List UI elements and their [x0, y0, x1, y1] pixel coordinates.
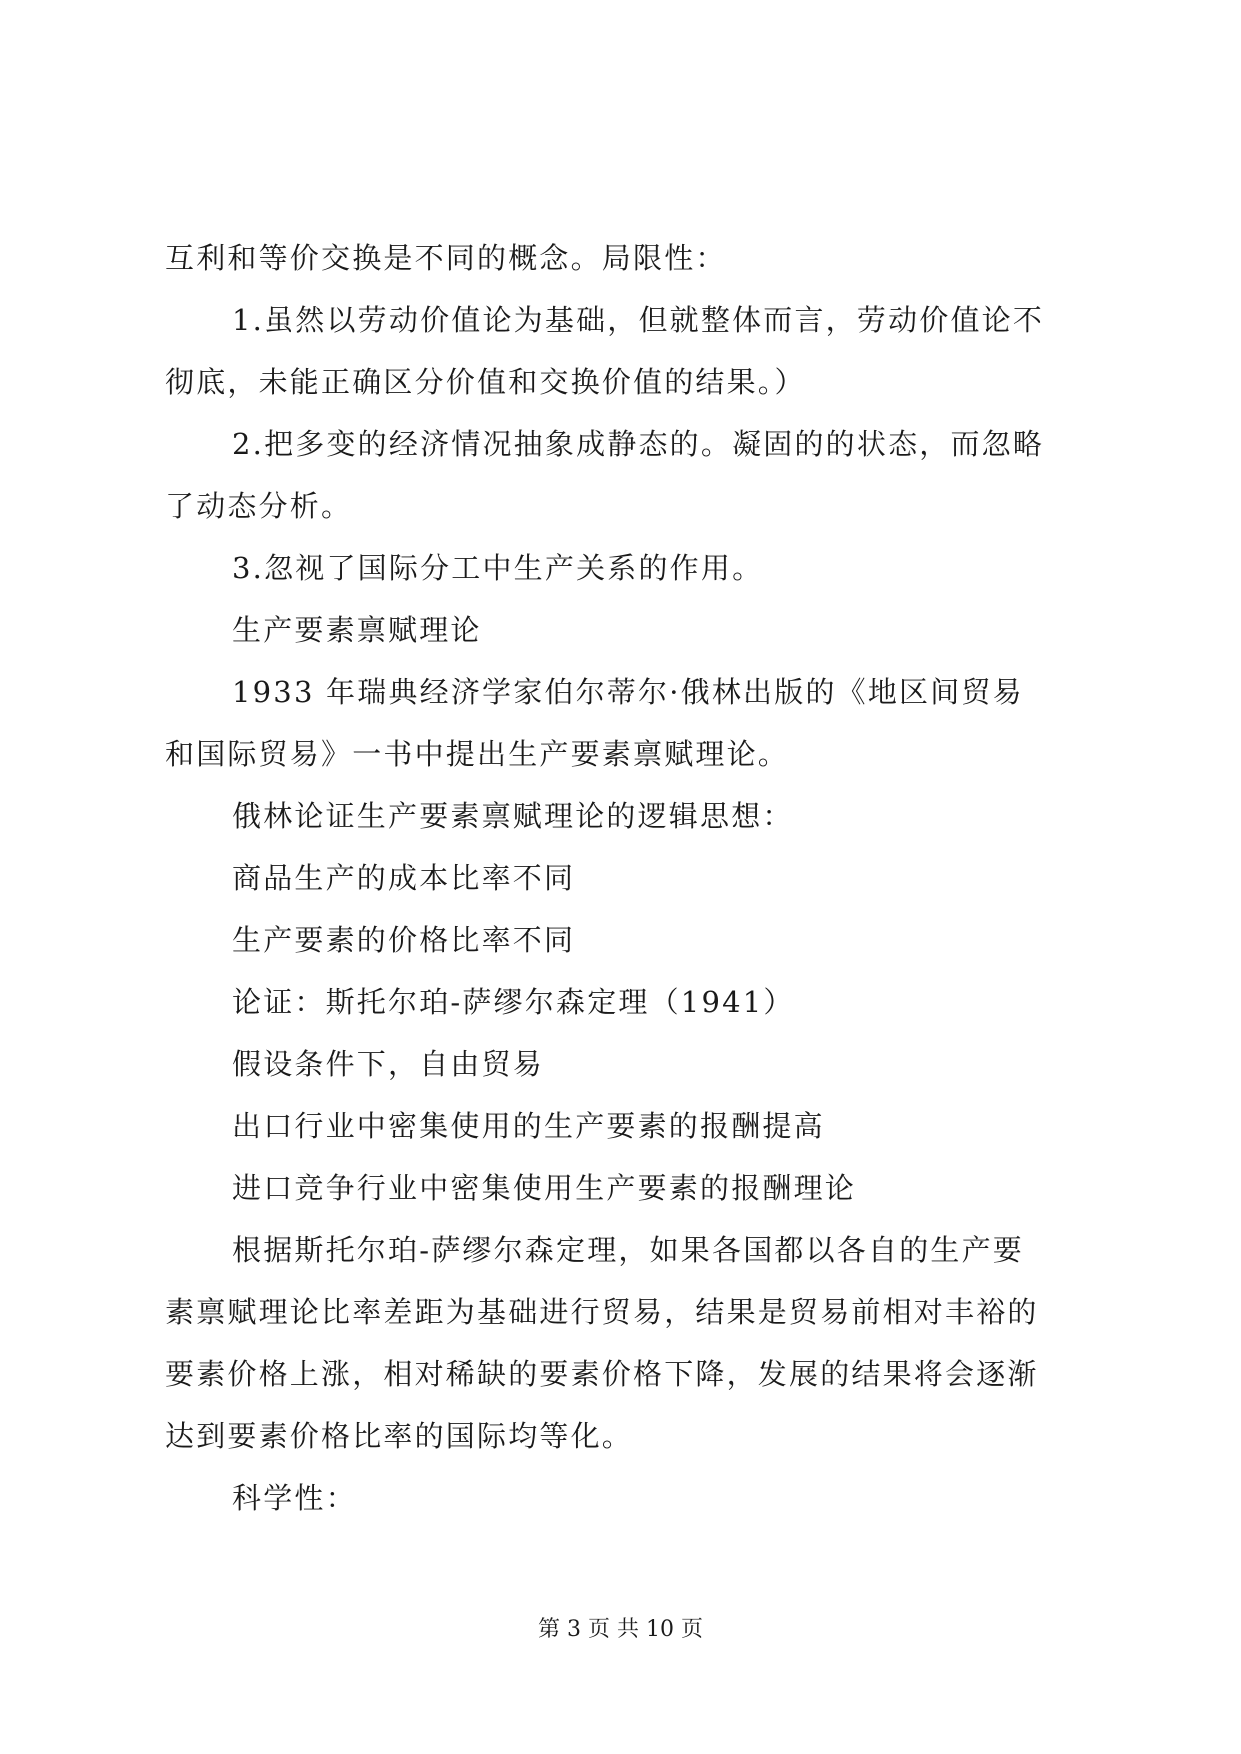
body-line: 论证：斯托尔珀-萨缪尔森定理（1941）	[232, 985, 795, 1019]
body-line: 互利和等价交换是不同的概念。局限性：	[165, 241, 727, 275]
body-line: 科学性：	[232, 1481, 357, 1515]
body-line: 了动态分析。	[165, 489, 353, 523]
body-line: 2.把多变的经济情况抽象成静态的。凝固的的状态，而忽略	[232, 427, 1045, 461]
body-line: 俄林论证生产要素禀赋理论的逻辑思想：	[232, 799, 794, 833]
body-line: 彻底，未能正确区分价值和交换价值的结果。）	[165, 365, 806, 399]
body-line: 1.虽然以劳动价值论为基础，但就整体而言，劳动价值论不	[232, 303, 1045, 337]
body-line: 和国际贸易》一书中提出生产要素禀赋理论。	[165, 737, 790, 771]
body-line: 假设条件下，自由贸易	[232, 1047, 545, 1081]
page-number-footer: 第 3 页 共 10 页	[538, 1617, 703, 1642]
body-line: 素禀赋理论比率差距为基础进行贸易，结果是贸易前相对丰裕的	[165, 1295, 1039, 1329]
body-line: 根据斯托尔珀-萨缪尔森定理，如果各国都以各自的生产要	[232, 1233, 1024, 1267]
section-heading: 生产要素禀赋理论	[232, 613, 482, 647]
body-line: 要素价格上涨，相对稀缺的要素价格下降，发展的结果将会逐渐	[165, 1357, 1039, 1391]
body-line: 出口行业中密集使用的生产要素的报酬提高	[232, 1109, 825, 1143]
body-line: 1933 年瑞典经济学家伯尔蒂尔·俄林出版的《地区间贸易	[232, 675, 1024, 709]
document-body	[165, 227, 1085, 1529]
body-line: 商品生产的成本比率不同	[232, 861, 576, 895]
body-line: 生产要素的价格比率不同	[232, 923, 576, 957]
body-line: 达到要素价格比率的国际均等化。	[165, 1419, 634, 1453]
body-line: 3.忽视了国际分工中生产关系的作用。	[232, 551, 764, 585]
body-line: 进口竞争行业中密集使用生产要素的报酬理论	[232, 1171, 857, 1205]
